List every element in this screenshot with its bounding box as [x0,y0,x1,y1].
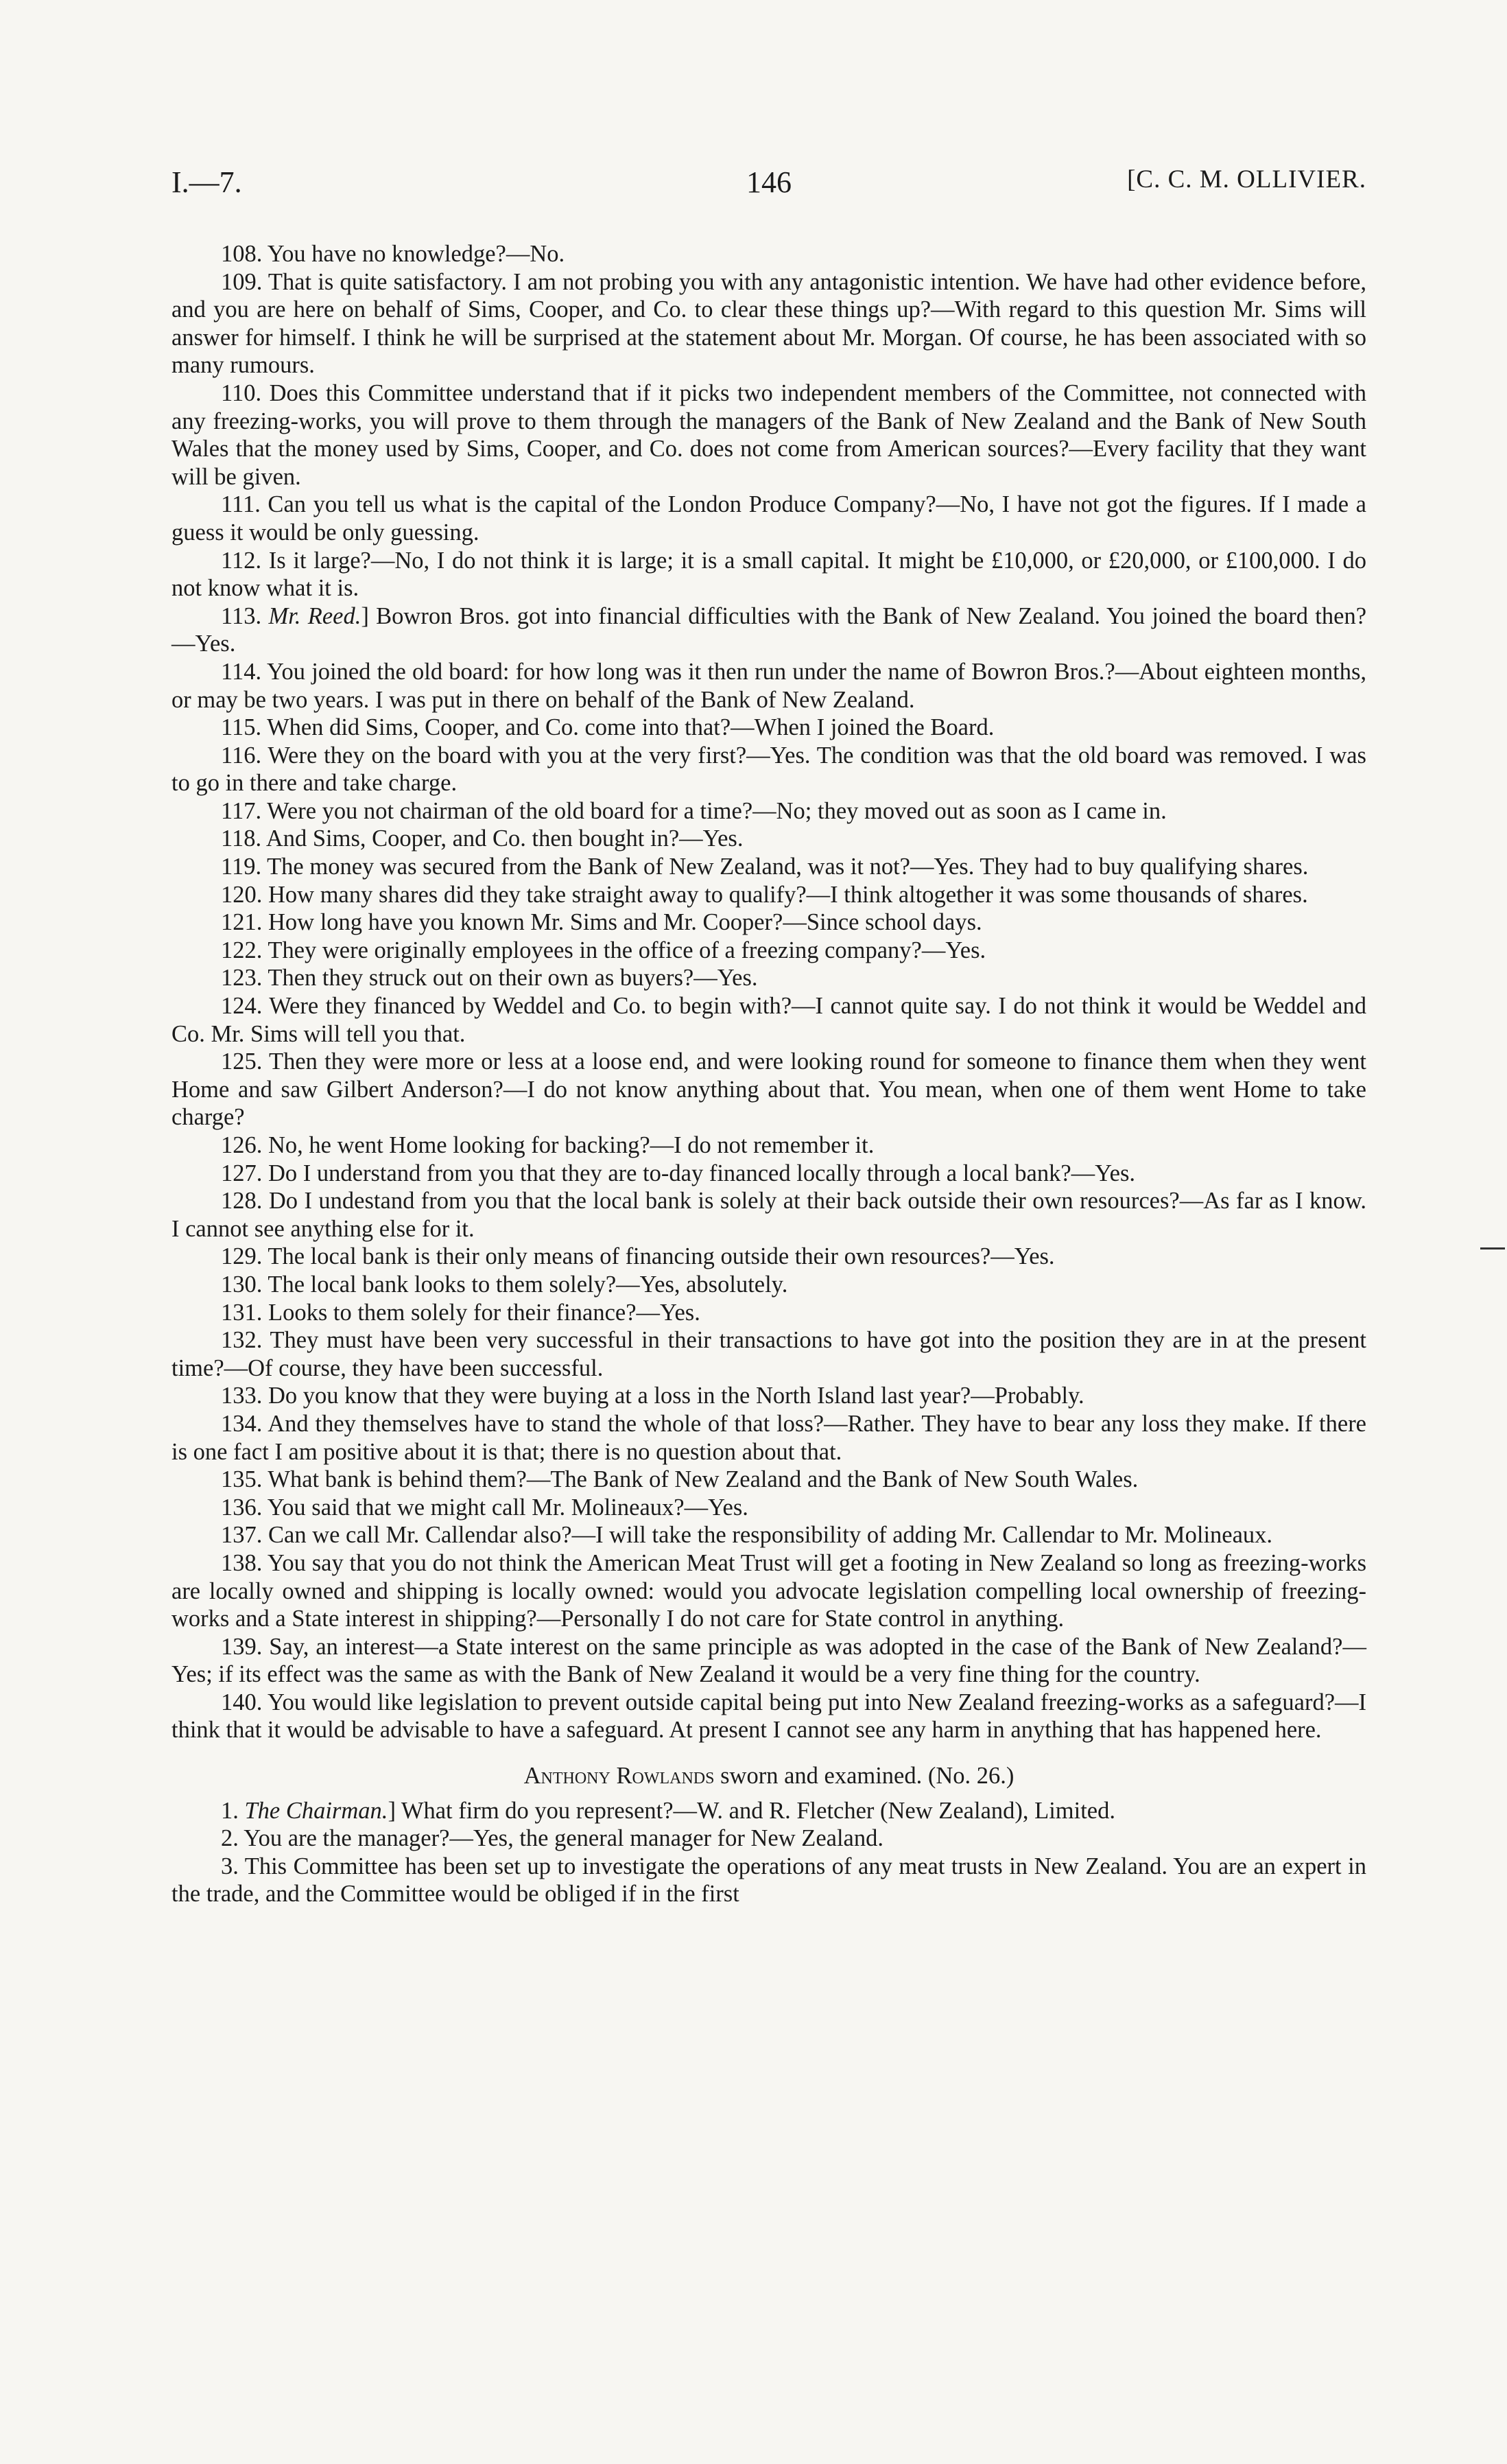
paragraph-number: 113. [221,602,262,629]
paragraph-123: 123. Then they struck out on their own as buyers?—Yes. [221,965,758,992]
paragraph-125: 125. Then they were more or less at a loose end, and were looking round for someone to finance them when they went Home and saw Gilbert Anderson?—I do not know anything about that. You mean, when one of them went Home to take charge? [171,1048,1366,1131]
paragraph-109: 109. That is quite satisfactory. I am not probing you with any antagonistic intention. We have had other evidence before, and you are here on behalf of Sims, Cooper, and Co. to clear these things up?—With regard to this question Mr. Sims will answer for himself. I think he will be surprised at the statement about Mr. Morgan. Of course, he has been associated with so many rumours. [171,268,1366,379]
paragraph-111: 111. Can you tell us what is the capital of the London Produce Company?—No, I have not got the figures. If I made a guess it would be only guessing. [171,491,1366,545]
paragraph-108: 108. You have no knowledge?—No. [221,241,565,267]
paragraph-140: 140. You would like legislation to prevent outside capital being put into New Zealand freezing-works as a safeguard?—I think that it would be advisable to have a safeguard. At present I cannot see any harm in anything that has happened here. [171,1689,1366,1744]
paragraph-116: 116. Were they on the board with you at the very first?—Yes. The condition was that the old board was removed. I was to go in there and take charge. [171,742,1366,797]
paragraph-136: 136. You said that we might call Mr. Molineaux?—Yes. [221,1494,748,1521]
paragraph-124: 124. Were they financed by Weddel and Co. to begin with?—I cannot quite say. I do not think it would be Weddel and Co. Mr. Sims will tell you that. [171,993,1366,1047]
paragraph-129: 129. The local bank is their only means of financing outside their own resources?—Yes. [221,1243,1055,1270]
paragraph-127: 127. Do I understand from you that they are to-day financed locally through a local bank?—Yes. [221,1160,1136,1186]
paragraph-132: 132. They must have been very successful in their transactions to have got into the position they are in at the present time?—Of course, they have been successful. [171,1327,1366,1381]
paragraph-121: 121. How long have you known Mr. Sims and Mr. Cooper?—Since school days. [221,909,982,936]
paragraph-135: 135. What bank is behind them?—The Bank of New Zealand and the Bank of New South Wales. [221,1466,1139,1493]
paragraph-130: 130. The local bank looks to them solely?—Yes, absolutely. [221,1271,788,1298]
paragraph-139: 139. Say, an interest—a State interest on the same principle as was adopted in the case of the Bank of New Zealand?—Yes; if its effect was the same as with the Bank of New Zealand it would be a very fine thing for the country. [171,1633,1366,1688]
paragraph-118: 118. And Sims, Cooper, and Co. then bought in?—Yes. [221,825,744,852]
paragraph-126: 126. No, he went Home looking for backing?—I do not remember it. [221,1132,875,1158]
document-page [171,165,1366,1908]
speaker-name: Mr. Reed. [268,602,361,629]
witness-paragraph-3: 3. This Committee has been set up to investigate the operations of any meat trusts in New Zealand. You are an expert in the trade, and the Committee would be obliged if in the first [171,1853,1366,1908]
paragraph-133: 133. Do you know that they were buying at a loss in the North Island last year?—Probably. [221,1383,1084,1409]
margin-mark [1480,1247,1505,1249]
witness-heading-text: sworn and examined. (No. 26.) [714,1763,1014,1790]
paragraph-128: 128. Do I undestand from you that the local bank is solely at their back outside their own resources?—As far as I know. I cannot see anything else for it. [171,1188,1366,1242]
paragraph-117: 117. Were you not chairman of the old board for a time?—No; they moved out as soon as I came in. [221,797,1167,824]
witness-paragraph-2: 2. You are the manager?—Yes, the general manager for New Zealand. [221,1825,883,1852]
paragraph-number: 1. [221,1797,239,1824]
paragraph-113 [171,602,1366,658]
witness-paragraph-1 [171,1797,1366,1825]
speaker-name: The Chairman. [244,1797,388,1824]
page-body [171,240,1366,1908]
paragraph-134: 134. And they themselves have to stand the whole of that loss?—Rather. They have to bear any loss they make. If there is one fact I am positive about it is that; there is no question about that. [171,1410,1366,1465]
witness-name: Anthony Rowlands [523,1763,715,1790]
paragraph-120: 120. How many shares did they take straight away to qualify?—I think altogether it was some thousands of shares. [221,881,1308,908]
witness-reference: [C. C. M. OLLIVIER. [1127,165,1366,193]
document-reference: I.—7. [171,165,242,199]
paragraph-115: 115. When did Sims, Cooper, and Co. come into that?—When I joined the Board. [221,714,995,741]
page-header [171,165,1366,213]
paragraph-110: 110. Does this Committee understand that if it picks two independent members of the Committee, not connected with any freezing-works, you will prove to them through the managers of the Bank of New Zealand and the Bank of New South Wales that the money used by Sims, Cooper, and Co. does not come from American sources?—Every facility that they want will be given. [171,379,1366,490]
paragraph-122: 122. They were originally employees in the office of a freezing company?—Yes. [221,937,986,963]
paragraph-112: 112. Is it large?—No, I do not think it is large; it is a small capital. It might be £10,000, or £20,000, or £100,000. I do not know what it is. [171,547,1366,602]
paragraph-138: 138. You say that you do not think the American Meat Trust will get a footing in New Zealand so long as freezing-works are locally owned and shipping is locally owned: would you advocate legislation compelling local ownership of freezing-works and a State interest in shipping?—Personally I do not care for State control in anything. [171,1549,1366,1632]
paragraph-text: ] What firm do you represent?—W. and R. Fletcher (New Zealand), Limited. [388,1797,1115,1824]
paragraph-137: 137. Can we call Mr. Callendar also?—I will take the responsibility of adding Mr. Callendar to Mr. Molineaux. [221,1522,1273,1549]
page-number: 146 [746,165,792,199]
paragraph-text: ] Bowron Bros. got into financial difficulties with the Bank of New Zealand. You joined the board then?—Yes. [171,602,1367,657]
paragraph-131: 131. Looks to them solely for their finance?—Yes. [221,1299,700,1326]
paragraph-119: 119. The money was secured from the Bank of New Zealand, was it not?—Yes. They had to buy qualifying shares. [221,854,1309,880]
paragraph-114: 114. You joined the old board: for how long was it then run under the name of Bowron Bros.?—About eighteen months, or may be two years. I was put in there on behalf of the Bank of New Zealand. [171,658,1366,713]
witness-heading [171,1762,1366,1790]
